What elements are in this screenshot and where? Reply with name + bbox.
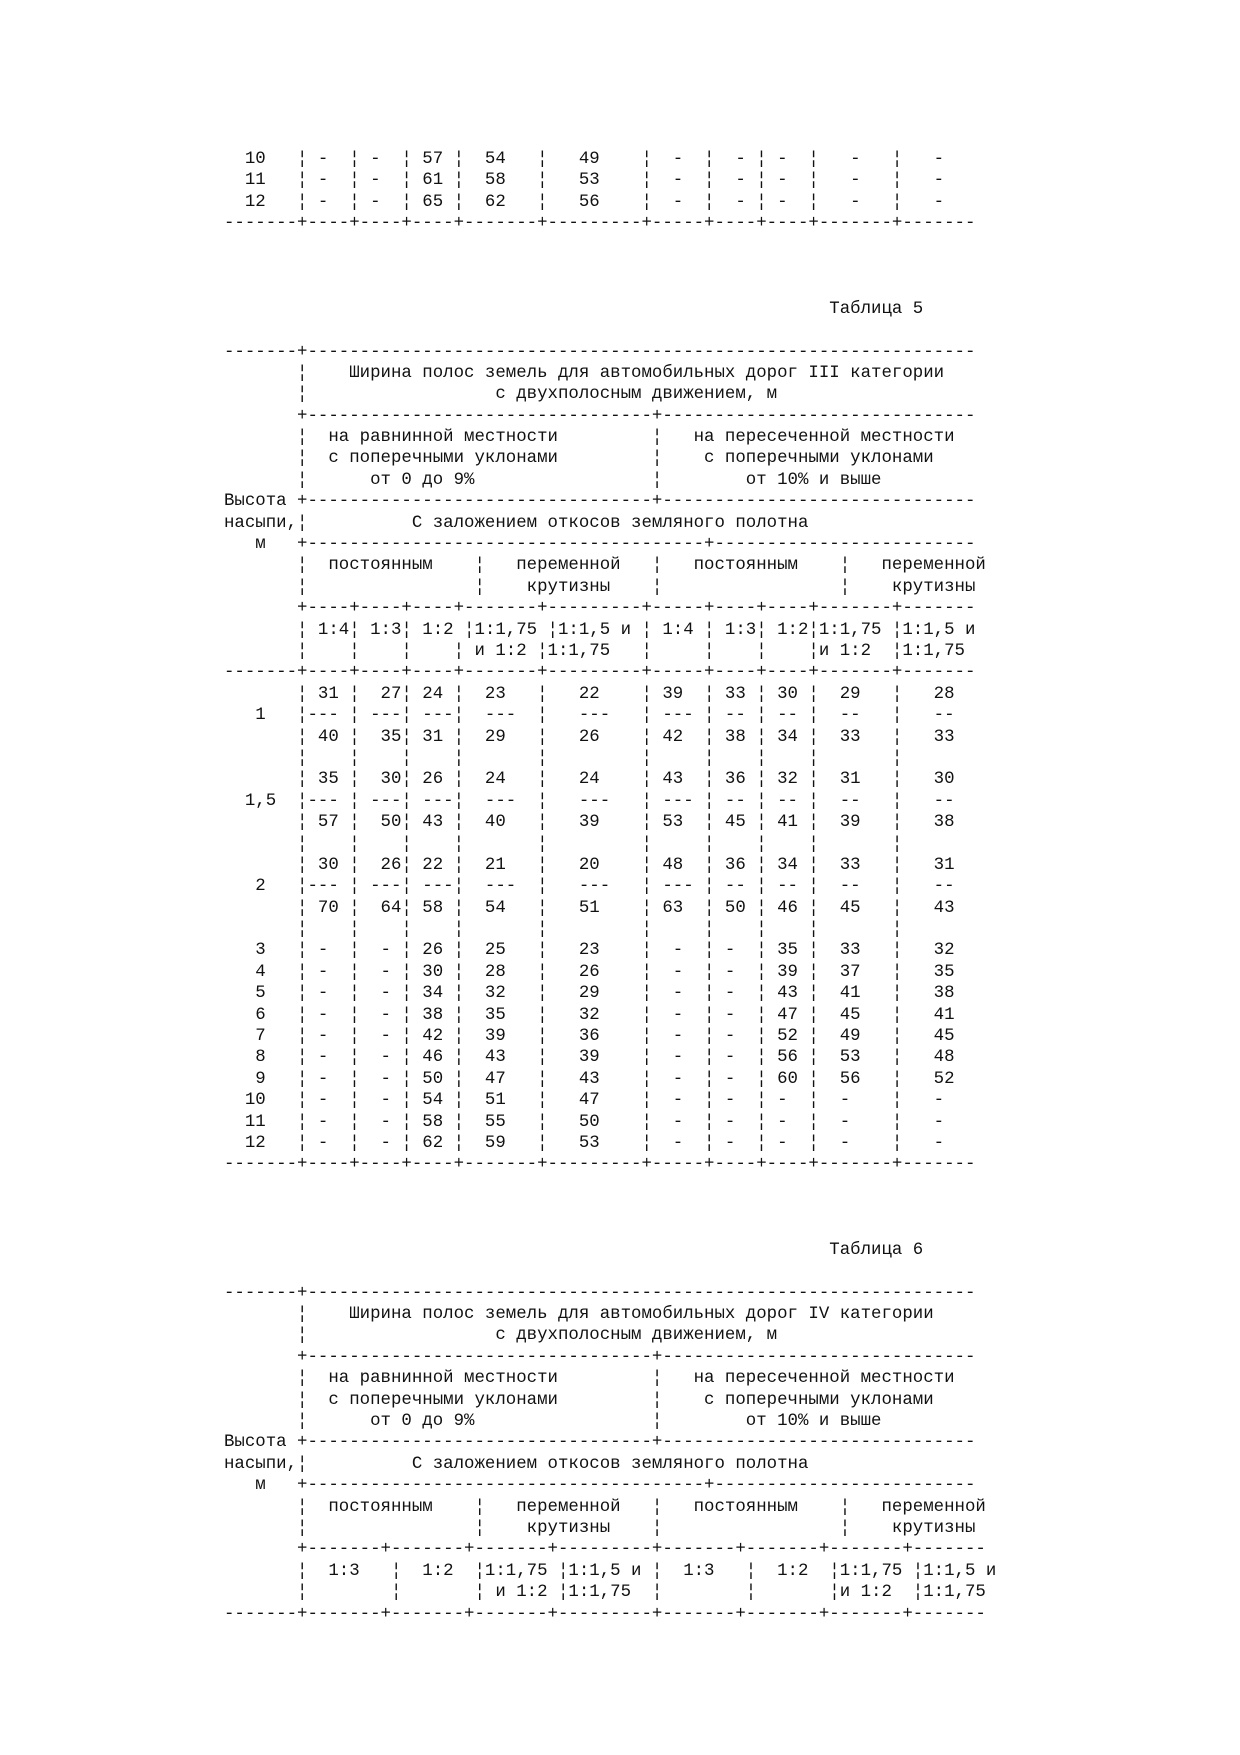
text-line: 6 ¦ - ¦ - ¦ 38 ¦ 35 ¦ 32 ¦ - ¦ - ¦ 47 ¦ 45 ¦ 41 <box>224 1005 955 1025</box>
text-line: 8 ¦ - ¦ - ¦ 46 ¦ 43 ¦ 39 ¦ - ¦ - ¦ 56 ¦ 53 ¦ 48 <box>224 1048 955 1068</box>
text-line: 2 ¦--- ¦ ---¦ ---¦ --- ¦ --- ¦ --- ¦ -- ¦ -- ¦ -- ¦ -- <box>224 877 955 897</box>
text-line: +-------+-------+-------+---------+-------+-------+-------+------- <box>224 1540 986 1560</box>
text-line: ¦ 1:3 ¦ 1:2 ¦1:1,75 ¦1:1,5 и ¦ 1:3 ¦ 1:2 ¦1:1,75 ¦1:1,5 и <box>224 1561 997 1581</box>
text-line: 12 ¦ - ¦ - ¦ 62 ¦ 59 ¦ 53 ¦ - ¦ - ¦ - ¦ - ¦ - <box>224 1133 945 1153</box>
text-line: Таблица 5 <box>224 299 924 319</box>
text-line: ¦ ¦ ¦ ¦ ¦ ¦ ¦ ¦ ¦ ¦ <box>224 748 903 768</box>
text-line: ¦ 31 ¦ 27¦ 24 ¦ 23 ¦ 22 ¦ 39 ¦ 33 ¦ 30 ¦ 29 ¦ 28 <box>224 684 955 704</box>
text-line: м +--------------------------------------+------------------------- <box>224 535 976 555</box>
text-line: ¦ на равнинной местности ¦ на пересеченной местности <box>224 428 955 448</box>
text-line: ¦ 57 ¦ 50¦ 43 ¦ 40 ¦ 39 ¦ 53 ¦ 45 ¦ 41 ¦ 39 ¦ 38 <box>224 813 955 833</box>
text-line: ¦ ¦ крутизны ¦ ¦ крутизны <box>224 577 976 597</box>
text-line <box>224 320 996 341</box>
text-line: м +--------------------------------------+------------------------- <box>224 1476 976 1496</box>
text-line: +----+----+----+-------+---------+-----+----+----+-------+------- <box>224 599 976 619</box>
text-line: ¦ ¦ ¦ и 1:2 ¦1:1,75 ¦ ¦ ¦и 1:2 ¦1:1,75 <box>224 1583 986 1603</box>
text-line: Высота +---------------------------------+------------------------------ <box>224 492 976 512</box>
text-line: ¦ от 0 до 9% ¦ от 10% и выше <box>224 1412 882 1432</box>
text-line: ¦ с двухполосным движением, м <box>224 1326 778 1346</box>
text-line: 11 ¦ - ¦ - ¦ 61 ¦ 58 ¦ 53 ¦ - ¦ - ¦ - ¦ - ¦ - <box>224 171 945 191</box>
text-line <box>224 1197 996 1218</box>
text-line: ¦ на равнинной местности ¦ на пересеченной местности <box>224 1369 955 1389</box>
text-line: ¦ с двухполосным движением, м <box>224 385 778 405</box>
text-line: -------+-------+-------+-------+---------+-------+-------+-------+------- <box>224 1604 986 1624</box>
document-text <box>224 149 996 1625</box>
text-line: 11 ¦ - ¦ - ¦ 58 ¦ 55 ¦ 50 ¦ - ¦ - ¦ - ¦ - ¦ - <box>224 1112 945 1132</box>
text-line <box>224 277 996 298</box>
text-line: 4 ¦ - ¦ - ¦ 30 ¦ 28 ¦ 26 ¦ - ¦ - ¦ 39 ¦ 37 ¦ 35 <box>224 962 955 982</box>
text-line: -------+----+----+----+-------+---------+-----+----+----+-------+------- <box>224 214 976 234</box>
text-line: ¦ 35 ¦ 30¦ 26 ¦ 24 ¦ 24 ¦ 43 ¦ 36 ¦ 32 ¦ 31 ¦ 30 <box>224 770 955 790</box>
text-line: -------+----+----+----+-------+---------+-----+----+----+-------+------- <box>224 663 976 683</box>
text-line: ¦ Ширина полос земель для автомобильных дорог III категории <box>224 363 945 383</box>
text-line <box>224 256 996 277</box>
text-line: -------+---------------------------------------------------------------- <box>224 1283 976 1303</box>
text-line: ¦ ¦ крутизны ¦ ¦ крутизны <box>224 1519 976 1538</box>
text-line: ¦ постоянным ¦ переменной ¦ постоянным ¦ переменной <box>224 1497 986 1517</box>
text-line <box>224 1261 996 1282</box>
text-line: -------+----+----+----+-------+---------+-----+----+----+-------+------- <box>224 1155 976 1175</box>
text-line: насыпи,¦ С заложением откосов земляного полотна <box>224 1454 809 1474</box>
text-line: ¦ постоянным ¦ переменной ¦ постоянным ¦ переменной <box>224 556 986 576</box>
text-line: Высота +---------------------------------+------------------------------ <box>224 1433 976 1453</box>
text-line: Таблица 6 <box>224 1240 924 1260</box>
text-line: 12 ¦ - ¦ - ¦ 65 ¦ 62 ¦ 56 ¦ - ¦ - ¦ - ¦ - ¦ - <box>224 192 945 212</box>
text-line: 10 ¦ - ¦ - ¦ 54 ¦ 51 ¦ 47 ¦ - ¦ - ¦ - ¦ - ¦ - <box>224 1091 945 1111</box>
text-line: 1,5 ¦--- ¦ ---¦ ---¦ --- ¦ --- ¦ --- ¦ -- ¦ -- ¦ -- ¦ -- <box>224 791 955 811</box>
text-line: 5 ¦ - ¦ - ¦ 34 ¦ 32 ¦ 29 ¦ - ¦ - ¦ 43 ¦ 41 ¦ 38 <box>224 984 955 1004</box>
text-line: 3 ¦ - ¦ - ¦ 26 ¦ 25 ¦ 23 ¦ - ¦ - ¦ 35 ¦ 33 ¦ 32 <box>224 941 955 961</box>
text-line: +---------------------------------+------------------------------ <box>224 406 976 426</box>
text-line: ¦ 40 ¦ 35¦ 31 ¦ 29 ¦ 26 ¦ 42 ¦ 38 ¦ 34 ¦ 33 ¦ 33 <box>224 727 955 747</box>
text-line: ¦ ¦ ¦ ¦ ¦ ¦ ¦ ¦ ¦ ¦ <box>224 834 903 854</box>
text-line: +---------------------------------+------------------------------ <box>224 1347 976 1367</box>
text-line <box>224 1176 996 1197</box>
text-line: 9 ¦ - ¦ - ¦ 50 ¦ 47 ¦ 43 ¦ - ¦ - ¦ 60 ¦ 56 ¦ 52 <box>224 1069 955 1089</box>
text-line: 10 ¦ - ¦ - ¦ 57 ¦ 54 ¦ 49 ¦ - ¦ - ¦ - ¦ - ¦ - <box>224 150 945 169</box>
text-line: 7 ¦ - ¦ - ¦ 42 ¦ 39 ¦ 36 ¦ - ¦ - ¦ 52 ¦ 49 ¦ 45 <box>224 1027 955 1047</box>
text-line: -------+---------------------------------------------------------------- <box>224 342 976 362</box>
text-line: ¦ ¦ ¦ ¦ и 1:2 ¦1:1,75 ¦ ¦ ¦ ¦и 1:2 ¦1:1,75 <box>224 641 965 661</box>
text-line: 1 ¦--- ¦ ---¦ ---¦ --- ¦ --- ¦ --- ¦ -- ¦ -- ¦ -- ¦ -- <box>224 706 955 726</box>
text-line <box>224 1219 996 1240</box>
text-line: ¦ от 0 до 9% ¦ от 10% и выше <box>224 470 882 490</box>
text-line: ¦ Ширина полос земель для автомобильных дорог IV категории <box>224 1305 934 1325</box>
text-line: ¦ 30 ¦ 26¦ 22 ¦ 21 ¦ 20 ¦ 48 ¦ 36 ¦ 34 ¦ 33 ¦ 31 <box>224 855 955 875</box>
text-line: ¦ ¦ ¦ ¦ ¦ ¦ ¦ ¦ ¦ ¦ <box>224 920 903 940</box>
text-line: ¦ 70 ¦ 64¦ 58 ¦ 54 ¦ 51 ¦ 63 ¦ 50 ¦ 46 ¦ 45 ¦ 43 <box>224 898 955 918</box>
text-line: ¦ 1:4¦ 1:3¦ 1:2 ¦1:1,75 ¦1:1,5 и ¦ 1:4 ¦ 1:3¦ 1:2¦1:1,75 ¦1:1,5 и <box>224 620 976 640</box>
text-line: насыпи,¦ С заложением откосов земляного полотна <box>224 513 809 533</box>
text-line: ¦ с поперечными уклонами ¦ с поперечными уклонами <box>224 1390 934 1410</box>
text-line: ¦ с поперечными уклонами ¦ с поперечными уклонами <box>224 449 934 469</box>
text-line <box>224 235 996 256</box>
